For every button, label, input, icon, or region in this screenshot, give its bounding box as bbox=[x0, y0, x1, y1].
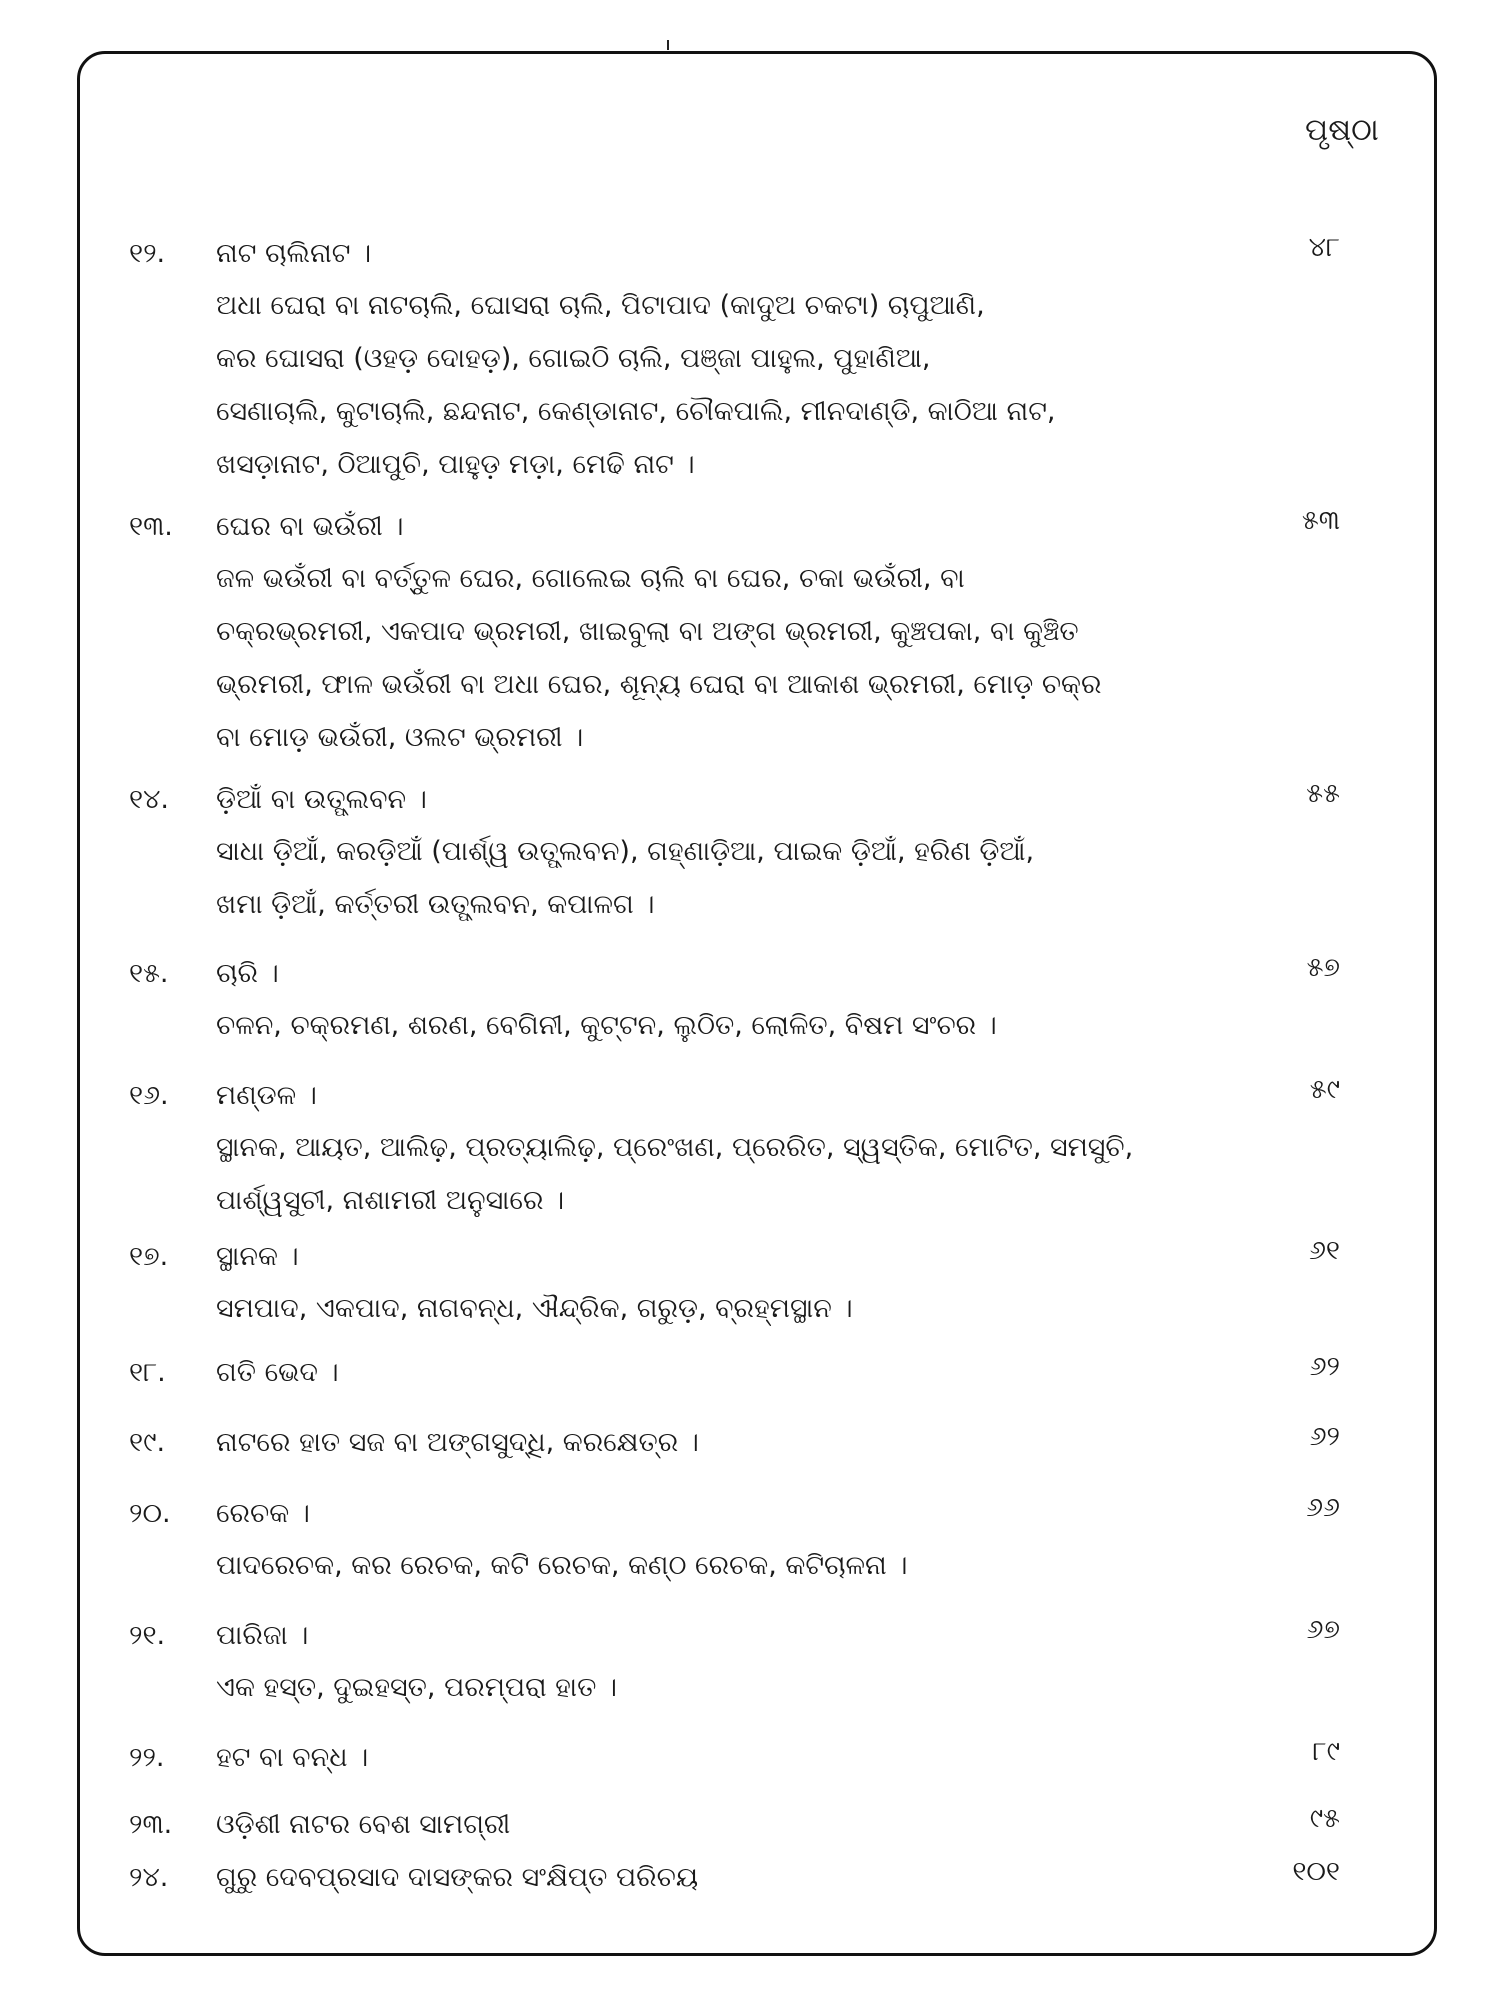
entry-page-number: ୫୭ bbox=[1306, 952, 1340, 983]
entry-number: ୧୬. bbox=[129, 1080, 169, 1111]
entry-title: ରେଚକ । bbox=[216, 1498, 310, 1529]
entry-number: ୧୫. bbox=[129, 958, 169, 989]
entry-number: ୨୧. bbox=[129, 1620, 166, 1651]
entry-number: ୧୪. bbox=[129, 784, 169, 815]
entry-page-number: ୬୧ bbox=[1308, 1235, 1340, 1266]
entry-detail-line: ସମପାଦ, ଏକପାଦ, ନାଗବନ୍ଧ, ଐନ୍ଦ୍ରିକ, ଗରୁଡ଼, ବ୍ରହ୍ମସ୍ଥାନ । bbox=[216, 1293, 853, 1324]
entry-title: ଗତି ଭେଦ । bbox=[216, 1357, 339, 1388]
entry-page-number: ୪୮ bbox=[1308, 232, 1340, 263]
entry-title: ଓଡ଼ିଶୀ ନାଟର ବେଶ ସାମଗ୍ରୀ bbox=[216, 1809, 511, 1840]
entry-detail-line: କର ଘୋସରା (ଓହଡ଼ ଦୋହଡ଼), ଗୋଇଠି ଚାଲି, ପଞ୍ଜା ପାହୁଲ, ପୁହାଣିଆ, bbox=[216, 343, 931, 374]
entry-detail-line: ସାଧା ଡ଼ିଆଁ, କରଡ଼ିଆଁ (ପାର୍ଶ୍ୱ ଉତ୍ପ୍ଲବନ), ଗହ୍ଣାଡ଼ିଆ, ପାଇକ ଡ଼ିଆଁ, ହରିଣ ଡ଼ିଆଁ, bbox=[216, 836, 1035, 867]
entry-title: ଚାରି । bbox=[216, 958, 279, 989]
entry-number: ୧୭. bbox=[129, 1241, 169, 1272]
contents-frame bbox=[77, 51, 1437, 1956]
entry-detail-line: ଭ୍ରମରୀ, ଫାଳ ଭଉଁରୀ ବା ଅଧା ଘେର, ଶୂନ୍ୟ ଘେରା ବା ଆକାଶ ଭ୍ରମରୀ, ମୋଡ଼ ଚକ୍ର bbox=[216, 669, 1102, 700]
entry-title: ନାଟରେ ହାତ ସଜ ବା ଅଙ୍ଗସୁଦ୍ଧି, କରକ୍ଷେତ୍ର । bbox=[216, 1427, 699, 1458]
entry-number: ୧୨. bbox=[129, 238, 166, 269]
entry-title: ସ୍ଥାନକ । bbox=[216, 1241, 299, 1272]
entry-detail-line: ଖମା ଡ଼ିଆଁ, କର୍ତ୍ତରୀ ଉତ୍ପ୍ଲବନ, କପାଳଗ । bbox=[216, 889, 655, 920]
entry-number: ୧୮. bbox=[129, 1357, 166, 1388]
entry-title: ମଣ୍ଡଳ । bbox=[216, 1080, 317, 1111]
entry-page-number: ୫୩ bbox=[1301, 505, 1340, 536]
entry-detail-line: ସ୍ଥାନକ, ଆୟତ, ଆଲିଢ଼, ପ୍ରତ୍ୟାଲିଢ଼, ପ୍ରେଂଖଣ, ପ୍ରେରିତ, ସ୍ୱସ୍ତିକ, ମୋଟିତ, ସମସୁଚି, bbox=[216, 1132, 1134, 1163]
entry-page-number: ୮୯ bbox=[1312, 1736, 1340, 1767]
entry-page-number: ୬୬ bbox=[1306, 1492, 1340, 1523]
entry-page-number: ୫୯ bbox=[1309, 1074, 1340, 1105]
entry-number: ୨୪. bbox=[129, 1862, 169, 1893]
page-column-heading: ପୃଷ୍ଠା bbox=[1305, 112, 1379, 148]
entry-detail-line: ପାର୍ଶ୍ୱସୁଚୀ, ନାଶାମରୀ ଅନୁସାରେ । bbox=[216, 1185, 565, 1216]
entry-page-number: ୬୨ bbox=[1309, 1421, 1340, 1452]
entry-page-number: ୧୦୧ bbox=[1292, 1856, 1340, 1887]
entry-title: ଘେର ବା ଭଉଁରୀ । bbox=[216, 511, 404, 542]
entry-detail-line: ଖସଡ଼ାନାଟ, ଠିଆପୁଚି, ପାହୁଡ଼ ମଡ଼ା, ମେଢି ନାଟ । bbox=[216, 449, 695, 480]
entry-detail-line: ପାଦରେଚକ, କର ରେଚକ, କଟି ରେଚକ, କଣ୍ଠ ରେଚକ, କଟିଚାଳନା । bbox=[216, 1550, 908, 1581]
entry-page-number: ୯୫ bbox=[1309, 1803, 1340, 1834]
entry-number: ୧୩. bbox=[129, 511, 173, 542]
entry-detail-line: ଚକ୍ରଭ୍ରମରୀ, ଏକପାଦ ଭ୍ରମରୀ, ଖାଇବୁଲା ବା ଅଙ୍ଗ ଭ୍ରମରୀ, କୁଞ୍ଚପକା, ବା କୁଞ୍ଚିତ bbox=[216, 616, 1079, 647]
entry-detail-line: ଚଳନ, ଚକ୍ରମଣ, ଶରଣ, ବେଗିନୀ, କୁଟ୍ଟନ, ଲୁଠିତ, ଲୋଳିତ, ବିଷମ ସଂଚର । bbox=[216, 1010, 997, 1041]
entry-number: ୨୩. bbox=[129, 1809, 173, 1840]
entry-page-number: ୬୭ bbox=[1306, 1614, 1340, 1645]
entry-title: ନାଟ ଚାଲିନାଟ । bbox=[216, 238, 372, 269]
entry-title: ଗୁରୁ ଦେବପ୍ରସାଦ ଦାସଙ୍କର ସଂକ୍ଷିପ୍ତ ପରିଚୟ bbox=[216, 1862, 699, 1893]
entry-title: ହଟ ବା ବନ୍ଧ । bbox=[216, 1742, 369, 1773]
entry-detail-line: ଜଳ ଭଉଁରୀ ବା ବର୍ତ୍ତୁଳ ଘେର, ଗୋଲେଇ ଚାଲି ବା ଘେର, ଚକା ଭଉଁରୀ, ବା bbox=[216, 563, 965, 594]
page-mark bbox=[667, 40, 669, 50]
entry-detail-line: ବା ମୋଡ଼ ଭଉଁରୀ, ଓଲଟ ଭ୍ରମରୀ । bbox=[216, 722, 584, 753]
entry-title: ପାରିଜା । bbox=[216, 1620, 309, 1651]
entry-number: ୧୯. bbox=[129, 1427, 166, 1458]
entry-page-number: ୬୨ bbox=[1309, 1351, 1340, 1382]
entry-number: ୨୦. bbox=[129, 1498, 171, 1529]
entry-title: ଡ଼ିଆଁ ବା ଉତ୍ପ୍ଲବନ । bbox=[216, 784, 427, 815]
entry-detail-line: ସେଣାଚାଲି, କୁଟାଚାଲି, ଛନ୍ଦନାଟ, କେଣ୍ଡାନାଟ, ଚୌକପାଲି, ମୀନଦାଣ୍ଡି, କାଠିଆ ନାଟ, bbox=[216, 396, 1056, 427]
entry-number: ୨୨. bbox=[129, 1742, 165, 1773]
entry-detail-line: ଅଧା ଘେରା ବା ନାଟଚାଲି, ଘୋସରା ଚାଲି, ପିଟାପାଦ (କାଦୁଅ ଚକଟା) ଚାପୁଆଣି, bbox=[216, 290, 985, 321]
entry-page-number: ୫୫ bbox=[1306, 778, 1340, 809]
entry-detail-line: ଏକ ହସ୍ତ, ଦୁଇହସ୍ତ, ପରମ୍ପରା ହାତ । bbox=[216, 1672, 618, 1703]
